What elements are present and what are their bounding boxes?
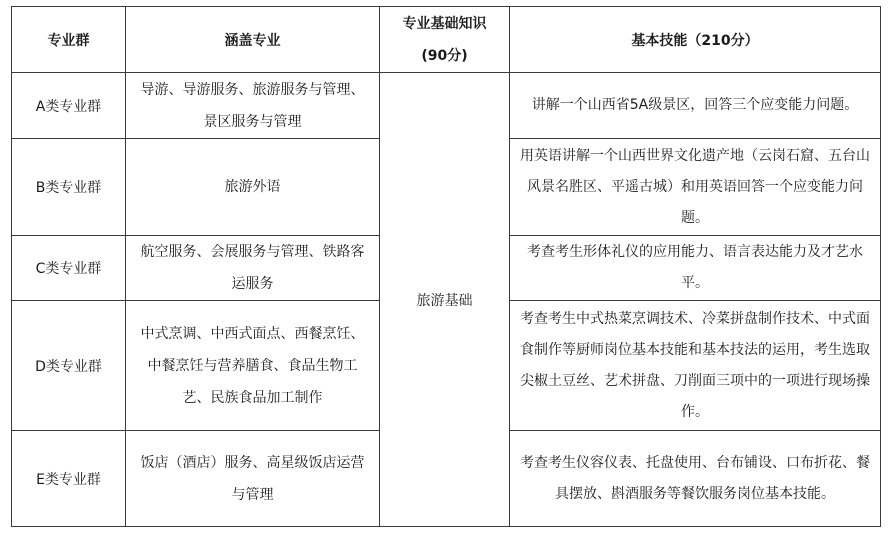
majors-cell: 旅游外语 <box>126 139 380 236</box>
header-knowledge-title: 专业基础知识 <box>402 15 487 32</box>
skills-cell: 考查考生中式热菜烹调技术、冷菜拼盘制作技术、中式面食制作等厨师岗位基本技能和基本技法的运用，考生选取尖椒土豆丝、艺术拼盘、刀削面三项中的一项进行现场操作。 <box>510 301 881 431</box>
header-row <box>12 7 881 73</box>
skills-cell: 考查考生形体礼仪的应用能力、语言表达能力及才艺水平。 <box>510 236 881 301</box>
header-group: 专业群 <box>12 7 126 73</box>
group-name: C类专业群 <box>12 236 126 301</box>
header-majors: 涵盖专业 <box>126 7 380 73</box>
group-name: A类专业群 <box>12 73 126 139</box>
majors-table <box>11 6 881 527</box>
group-name: D类专业群 <box>12 301 126 431</box>
majors-cell: 中式烹调、中西式面点、西餐烹饪、中餐烹饪与营养膳食、食品生物工艺、民族食品加工制作 <box>126 301 380 431</box>
group-name: B类专业群 <box>12 139 126 236</box>
foundation-cell: 旅游基础 <box>380 73 510 527</box>
group-name: E类专业群 <box>12 431 126 527</box>
header-knowledge-score: (90分) <box>421 47 468 64</box>
header-knowledge <box>380 7 510 73</box>
skills-cell: 讲解一个山西省5A级景区，回答三个应变能力问题。 <box>510 73 881 139</box>
majors-cell: 饭店（酒店）服务、高星级饭店运营与管理 <box>126 431 380 527</box>
skills-cell: 用英语讲解一个山西世界文化遗产地（云岗石窟、五台山风景名胜区、平遥古城）和用英语回答一个应变能力问题。 <box>510 139 881 236</box>
majors-cell: 航空服务、会展服务与管理、铁路客运服务 <box>126 236 380 301</box>
table-row <box>12 73 881 139</box>
header-skills: 基本技能（210分） <box>510 7 881 73</box>
majors-cell: 导游、导游服务、旅游服务与管理、景区服务与管理 <box>126 73 380 139</box>
skills-cell: 考查考生仪容仪表、托盘使用、台布铺设、口布折花、餐具摆放、斟酒服务等餐饮服务岗位基本技能。 <box>510 431 881 527</box>
